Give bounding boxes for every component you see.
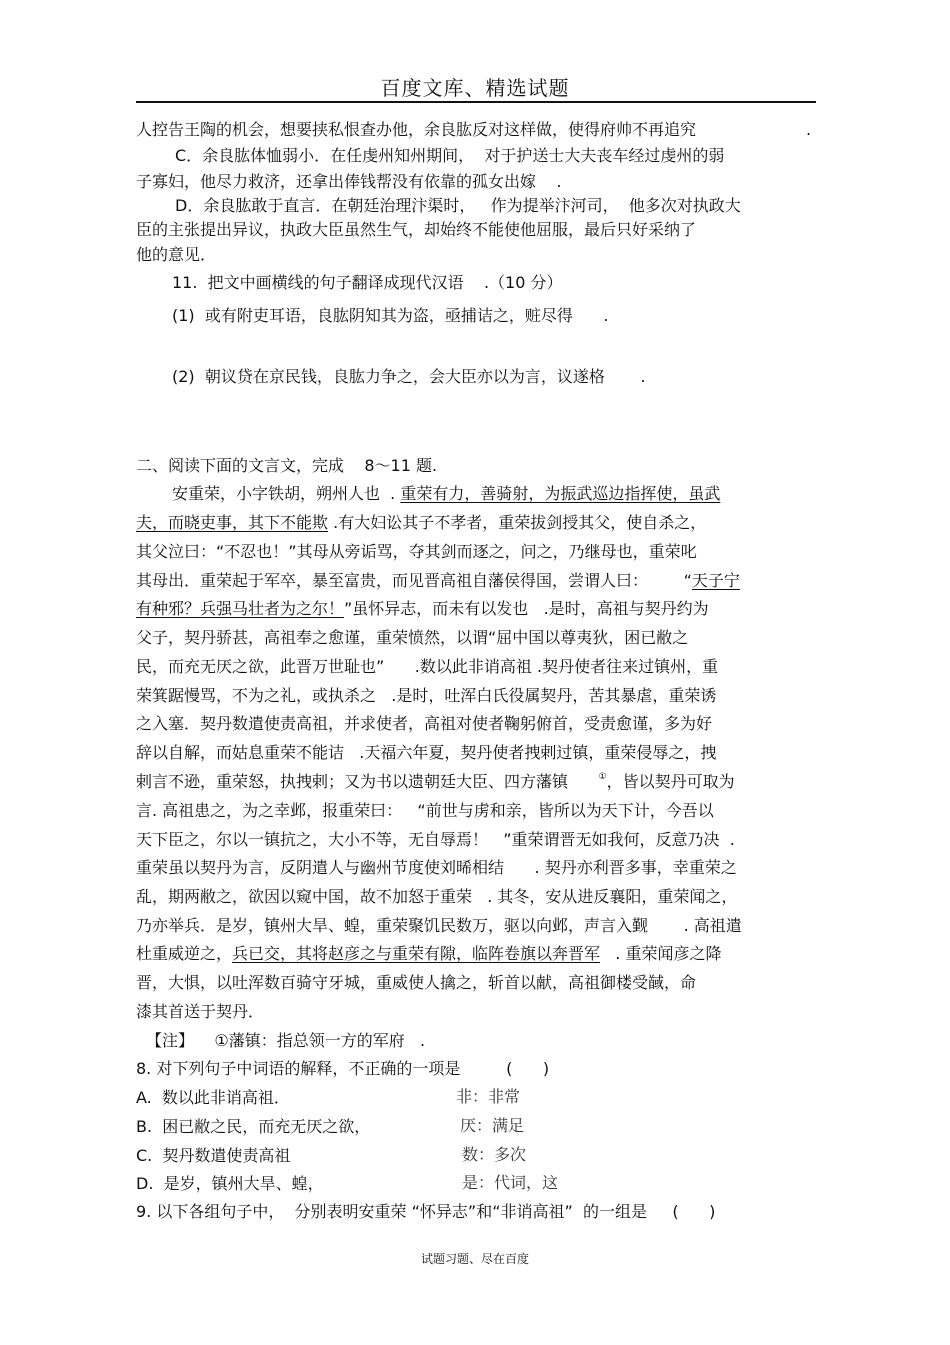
question-8-option-b-gloss: 厌：满足 — [460, 1116, 525, 1135]
passage-line: 之入塞．契丹数遣使责高祖，并求使者，高祖对使者鞠躬俯首，受责愈谨，多为好 — [136, 714, 713, 733]
passage-line: 漆其首送于契丹． — [136, 1002, 265, 1021]
passage-line: 杜重威逆之，兵已交，其将赵彦之与重荣有隙，临阵卷旗以奔晋军 . 重荣闻彦之降 — [136, 944, 722, 963]
passage-line: 乃亦举兵．是岁，镇州大旱、蝗，重荣聚饥民数万，驱以向邺，声言入觐 . 高祖遣 — [136, 916, 742, 935]
passage-line: 言. 高祖患之，为之幸邺，报重荣曰： “前世与虏和亲，皆所以为天下计，今吾以 — [136, 801, 714, 820]
passage-line: 重荣虽以契丹为言，反阴遣人与幽州节度使刘晞相结 . 契丹亦利晋多事，幸重荣之 — [136, 858, 737, 877]
page-footer: 试题习题、尽在百度 — [420, 1252, 529, 1266]
text-line: 人控告王陶的机会，想要挟私恨查办他，余良肱反对这样做，使得府帅不再追究 . — [136, 120, 812, 139]
header-divider — [136, 101, 816, 103]
passage-line: 父子，契丹骄甚，高祖奉之愈谨，重荣愤然，以谓“屈中国以尊夷狄，困已敝之 — [136, 628, 689, 647]
passage-line: 荣箕踞慢骂，不为之礼，或执杀之 .是时，吐浑白氏役属契丹，苦其暴虐，重荣诱 — [136, 686, 717, 705]
passage-line: 有种邪？兵强马壮者为之尔！”虽怀异志，而未有以发也 .是时，高祖与契丹约为 — [136, 599, 709, 618]
question-8-option-c: C. 契丹数遣使责高祖 — [136, 1146, 291, 1165]
passage-line: 夫，而晓吏事，其下不能欺 .有大妇讼其子不孝者，重荣拔剑授其父，使自杀之， — [136, 513, 707, 532]
question-11-part-2: (2) 朝议贷在京民钱，良肱力争之，会大臣亦以为言，议遂格 . — [172, 367, 646, 386]
question-8-option-d-gloss: 是：代词，这 — [462, 1173, 559, 1192]
option-c-line: C．余良肱体恤弱小．在任虔州知州期间， 对于护送士大夫丧车经过虔州的弱 — [175, 146, 725, 165]
text-line: 臣的主张提出异议，执政大臣虽然生气，却始终不能使他屈服，最后只好采纳了 — [136, 220, 697, 239]
question-8-option-c-gloss: 数：多次 — [462, 1145, 527, 1164]
question-8-option-a-gloss: 非：非常 — [456, 1087, 521, 1106]
passage-line: 其父泣曰：“不忍也！”其母从旁诟骂，夺其剑而逐之，问之，乃继母也，重荣叱 — [136, 542, 697, 561]
passage-line: 剌言不逊，重荣怒，执拽剌；又为书以遗朝廷大臣、四方藩镇 ①，皆以契丹可取为 — [136, 772, 735, 791]
passage-line: 晋，大惧，以吐浑数百骑守牙城，重威使人擒之，斩首以献，高祖御楼受馘，命 — [136, 973, 697, 992]
question-8-option-a: A. 数以此非诮高祖． — [136, 1088, 290, 1107]
question-8-option-d: D. 是岁，镇州大旱、蝗， — [136, 1174, 324, 1193]
section-2-heading: 二、阅读下面的文言文，完成 8～11 题. — [136, 456, 438, 475]
passage-line: 其母出．重荣起于军卒，暴至富贵，而见晋高祖自藩侯得国，尝谓人曰： “天子宁 — [136, 571, 740, 590]
passage-line: 安重荣，小字铁胡，朔州人也 . 重荣有力，善骑射，为振武巡边指挥使，虽武 — [172, 484, 721, 503]
footnote-marker: ① — [598, 772, 607, 782]
text-line: 子寡妇，他尽力救济，还拿出俸钱帮没有依靠的孤女出嫁 . — [136, 172, 562, 191]
question-11-part-1: (1) 或有附吏耳语，良肱阴知其为盗，亟捕诘之，赃尽得 . — [172, 306, 609, 325]
question-8-option-b: B. 困已敝之民，而充无厌之欲， — [136, 1117, 371, 1136]
question-9: 9. 以下各组句子中， 分别表明安重荣 “怀异志”和“非诮高祖” 的一组是 ( ) — [136, 1202, 716, 1221]
question-8: 8. 对下列句子中词语的解释，不正确的一项是 ( ) — [136, 1059, 550, 1078]
passage-line: 辞以自解，而姑息重荣不能诘 .天福六年夏，契丹使者拽剌过镇，重荣侵辱之，拽 — [136, 743, 717, 762]
page-header-title: 百度文库、精选试题 — [380, 76, 570, 100]
option-d-line: D．余良肱敢于直言．在朝廷治理汴渠时， 作为提举汴河司， 他多次对执政大 — [175, 196, 741, 215]
text-line: 他的意见． — [136, 245, 217, 264]
passage-line: 乱，期两敝之，欲因以窥中国，故不加怒于重荣 . 其冬，安从进反襄阳，重荣闻之， — [136, 887, 738, 906]
question-11: 11. 把文中画横线的句子翻译成现代汉语 .（10 分） — [172, 273, 563, 292]
footnote: 【注】 ①藩镇：指总领一方的军府 . — [146, 1031, 426, 1050]
passage-line: 民，而充无厌之欲，此晋万世耻也” .数以此非诮高祖 .契丹使者往来过镇州，重 — [136, 657, 719, 676]
passage-line: 天下臣之，尔以一镇抗之，大小不等，无自辱焉！ ”重荣谓晋无如我何，反意乃决 . — [136, 830, 735, 849]
